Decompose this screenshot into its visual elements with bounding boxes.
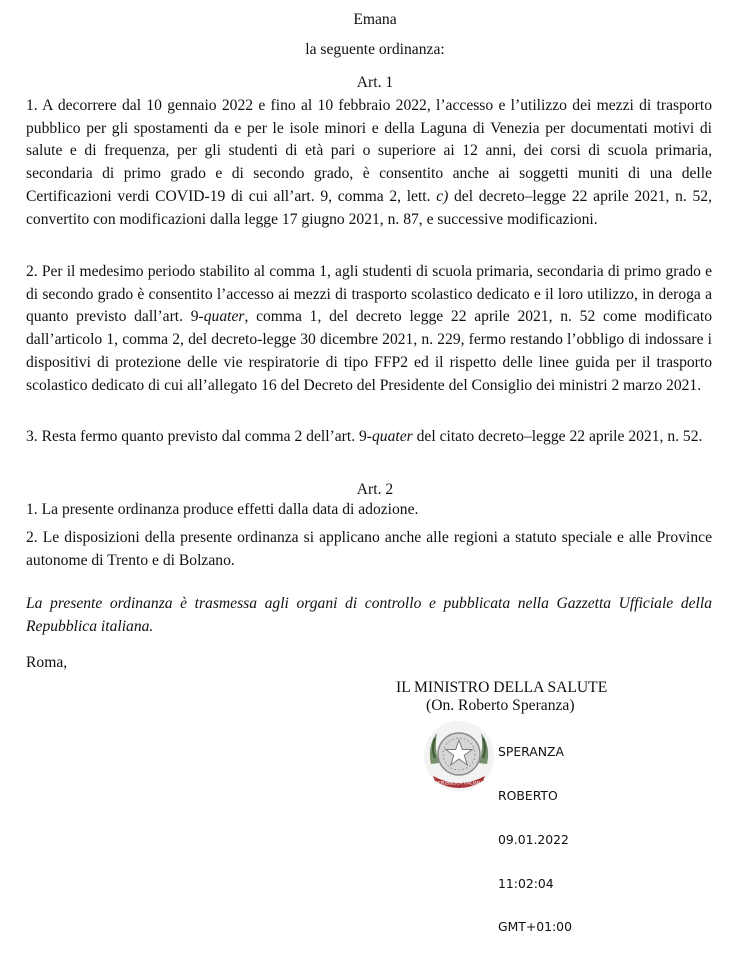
art-1-title: Art. 1: [356, 74, 394, 91]
art-2-paragraph-2: [26, 527, 712, 572]
text-run: 2. Per il medesimo periodo stabilito al comma 1, agli studenti di scuola primaria, secondaria di primo grado e di secondo grado è consentito l’accesso ai mezzi di trasporto scolastico dedicato e il loro utilizzo, in deroga a quanto previsto dall’art. 9-: [26, 263, 712, 326]
art-1-paragraph-1: [26, 95, 712, 231]
text-run: 3. Resta fermo quanto previsto dal comma 2 dell’art. 9-: [26, 428, 372, 445]
italian-republic-emblem-icon: [421, 718, 497, 794]
art-1-paragraph-3: [26, 426, 712, 449]
italic-run: c): [436, 187, 449, 205]
stamp-line: 11:02:04: [498, 875, 554, 891]
stamp-line: 09.01.2022: [498, 831, 569, 847]
text-run: del citato decreto–legge 22 aprile 2021, n. 52.: [412, 428, 703, 445]
art-1-paragraph-2: [26, 261, 712, 397]
ordinance-subtitle: la seguente ordinanza:: [305, 41, 445, 58]
art-2-paragraph-1: [26, 499, 712, 522]
text-run: 2. Le disposizioni della presente ordinanza si applicano anche alle regioni a statuto speciale e alle Province autonome di Trento e di Bolzano.: [26, 529, 712, 569]
minister-title: IL MINISTRO DELLA SALUTE: [396, 679, 608, 696]
stamp-line: GMT+01:00: [498, 919, 572, 935]
emblem-ribbon-text: REPUBBLICA ITALIANA: [434, 781, 484, 787]
stamp-line: ROBERTO: [498, 787, 558, 803]
emana-heading: Emana: [353, 11, 397, 28]
place-date: Roma,: [26, 654, 68, 671]
stamp-line: SPERANZA: [498, 744, 564, 760]
minister-name: (On. Roberto Speranza): [426, 697, 575, 714]
italic-run: quater: [203, 308, 245, 326]
text-run: 1. A decorrere dal 10 gennaio 2022 e fino al 10 febbraio 2022, l’accesso e l’utilizzo dei mezzi di trasporto pubblico per gli spostamenti da e per le isole minori e della Laguna di Venezia per documentati motivi di salute e di frequenza, per gli studenti di età pari o superiore ai 12 anni, dei corsi di scuola primaria, secondaria di primo grado e di secondo grado, è consentito anche ai soggetti muniti di una delle Certificazioni verdi COVID-19 di cui all’art. 9, comma 2, lett.: [26, 97, 712, 205]
text-run: del decreto–legge 22 aprile 2021, n. 52, convertito con modificazioni dalla legge 17 giugno 2021, n. 87, e successive modificazioni.: [26, 187, 712, 228]
art-2-title: Art. 2: [356, 481, 394, 498]
digital-signature-stamp: [498, 716, 572, 964]
text-run: , comma 1, del decreto legge 22 aprile 2021, n. 52 come modificato dall’articolo 1, comma 2, del decreto-legge 30 dicembre 2021, n. 229, fermo restando l’obbligo di indossare i dispositivi di protezione delle vie respiratorie di tipo FFP2 ed il rispetto delle linee guida per il trasporto scolastico dedicato di cui all’allegato 16 del Decreto del Presidente del Consiglio dei ministri 2 marzo 2021.: [26, 308, 712, 394]
closing-note: La presente ordinanza è trasmessa agli organi di controllo e pubblicata nella Gazzetta Ufficiale della Repubblica italiana.: [26, 595, 712, 635]
italic-run: quater: [372, 428, 413, 445]
text-run: 1. La presente ordinanza produce effetti dalla data di adozione.: [26, 501, 419, 518]
